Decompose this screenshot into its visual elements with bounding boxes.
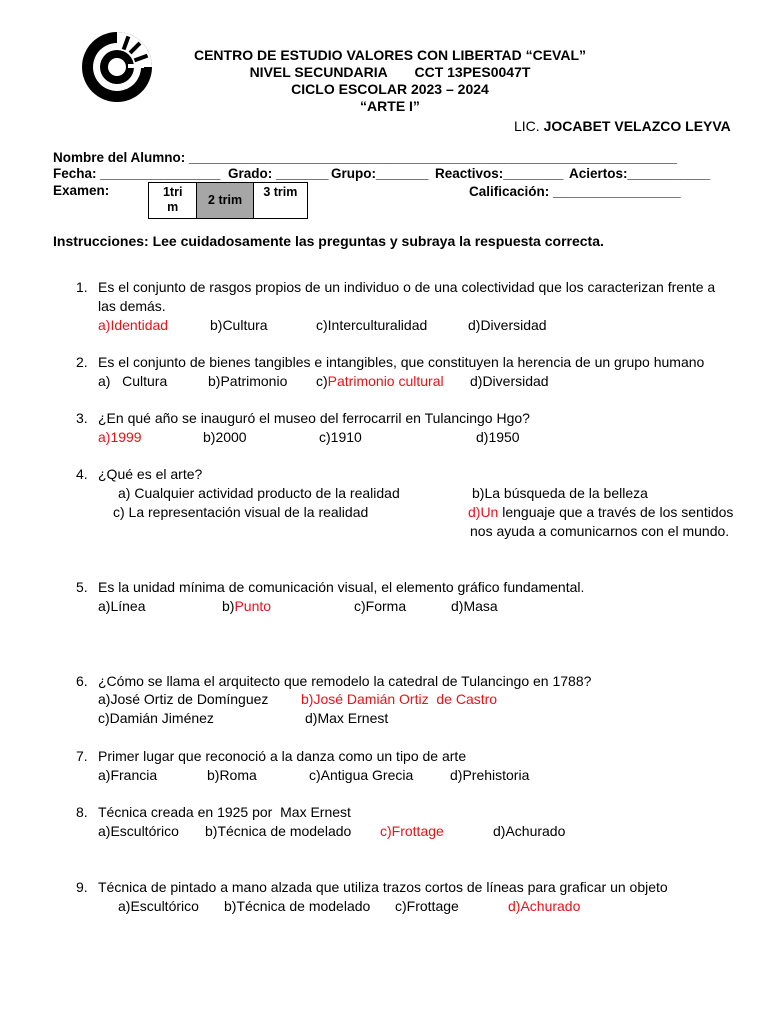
question-9-option-d[interactable]: d)Achurado xyxy=(508,898,581,914)
question-9-option-a[interactable]: a)Escultórico xyxy=(118,898,199,914)
question-1-text: Es el conjunto de rasgos propios de un individuo o de una colectividad que los caracterizan frente a xyxy=(98,279,716,295)
question-2-option-d[interactable]: d)Diversidad xyxy=(470,373,549,389)
question-3-option-c[interactable]: c)1910 xyxy=(319,429,362,445)
question-1-option-a[interactable]: a)Identidad xyxy=(98,317,169,333)
exam-label: Examen: xyxy=(53,183,110,198)
question-9-text: Técnica de pintado a mano alzada que utiliza trazos cortos de líneas para graficar un objeto xyxy=(98,879,668,895)
question-3-text: ¿En qué año se inauguró el museo del ferrocarril en Tulancingo Hgo? xyxy=(98,410,530,426)
student-name-field[interactable]: Nombre del Alumno: _________________________________________________________________ xyxy=(53,150,678,165)
question-6-number: 6. xyxy=(76,673,88,689)
question-5-option-c[interactable]: c)Forma xyxy=(354,598,407,614)
date-field[interactable]: Fecha: ________________ xyxy=(53,166,221,181)
question-5-text: Es la unidad mínima de comunicación visual, el elemento gráfico fundamental. xyxy=(98,579,585,595)
question-8-text: Técnica creada en 1925 por Max Ernest xyxy=(98,804,351,820)
question-4-number: 4. xyxy=(76,466,88,482)
question-4-option-d-cont: nos ayuda a comunicarnos con el mundo. xyxy=(470,523,730,539)
question-6-option-c[interactable]: c)Damián Jiménez xyxy=(98,710,214,726)
question-3-option-b[interactable]: b)2000 xyxy=(203,429,247,445)
question-3-number: 3. xyxy=(76,410,88,426)
question-5-option-a[interactable]: a)Línea xyxy=(98,598,146,614)
question-2-number: 2. xyxy=(76,354,88,370)
question-4-text: ¿Qué es el arte? xyxy=(98,466,203,482)
trimester-selector xyxy=(148,182,308,219)
question-1-option-c[interactable]: c)Interculturalidad xyxy=(316,317,428,333)
question-4-option-d[interactable]: d)Un lenguaje que a través de los sentidos xyxy=(468,504,734,520)
school-cycle: CICLO ESCOLAR 2023 – 2024 xyxy=(291,81,489,97)
question-8-option-c[interactable]: c)Frottage xyxy=(380,823,444,839)
teacher-line xyxy=(514,118,731,134)
grade-score-field[interactable]: Calificación: _________________ xyxy=(469,184,681,199)
question-7-number: 7. xyxy=(76,748,88,764)
teacher-prefix: LIC. xyxy=(514,118,540,134)
question-4-option-b[interactable]: b)La búsqueda de la belleza xyxy=(472,485,648,501)
trimester-1-option[interactable]: 1tri m xyxy=(149,183,197,218)
question-5-option-d[interactable]: d)Masa xyxy=(451,598,498,614)
group-field[interactable]: Grupo:_______ xyxy=(331,166,429,181)
question-6-option-a[interactable]: a)José Ortiz de Domínguez xyxy=(98,691,269,707)
question-3-option-a[interactable]: a)1999 xyxy=(98,429,142,445)
question-1-option-b[interactable]: b)Cultura xyxy=(210,317,268,333)
instructions: Instrucciones: Lee cuidadosamente las preguntas y subraya la respuesta correcta. xyxy=(53,233,604,249)
question-2-option-b[interactable]: b)Patrimonio xyxy=(208,373,288,389)
trimester-2-option[interactable]: 2 trim xyxy=(197,183,253,218)
school-level: NIVEL SECUNDARIA CCT 13PES0047T xyxy=(249,64,531,80)
correct-field[interactable]: Aciertos:___________ xyxy=(569,166,711,181)
question-6-text: ¿Cómo se llama el arquitecto que remodelo la catedral de Tulancingo en 1788? xyxy=(98,673,592,689)
question-4-option-a[interactable]: a) Cualquier actividad producto de la realidad xyxy=(118,485,400,501)
question-6-option-b[interactable]: b)José Damián Ortiz de Castro xyxy=(301,691,498,707)
question-2-option-c[interactable]: c)Patrimonio cultural xyxy=(316,373,444,389)
trimester-3-option[interactable]: 3 trim xyxy=(263,185,298,199)
question-5-option-b[interactable]: b)Punto xyxy=(222,598,272,614)
question-1-number: 1. xyxy=(76,279,88,295)
question-7-option-a[interactable]: a)Francia xyxy=(98,767,158,783)
question-7-option-b[interactable]: b)Roma xyxy=(207,767,257,783)
question-6-option-d[interactable]: d)Max Ernest xyxy=(305,710,389,726)
question-9-option-b[interactable]: b)Técnica de modelado xyxy=(224,898,371,914)
question-5-number: 5. xyxy=(76,579,88,595)
question-8-option-d[interactable]: d)Achurado xyxy=(493,823,566,839)
school-name: CENTRO DE ESTUDIO VALORES CON LIBERTAD “CEVAL” xyxy=(193,47,586,63)
question-9-number: 9. xyxy=(76,879,88,895)
grade-field[interactable]: Grado: _______ xyxy=(228,166,329,181)
ceval-logo-icon xyxy=(80,30,154,104)
question-8-option-a[interactable]: a)Escultórico xyxy=(98,823,179,839)
question-7-option-c[interactable]: c)Antigua Grecia xyxy=(309,767,414,783)
question-2-text: Es el conjunto de bienes tangibles e intangibles, que constituyen la herencia de un grupo humano xyxy=(98,354,705,370)
items-field[interactable]: Reactivos:________ xyxy=(435,166,564,181)
question-2-option-a[interactable]: a) Cultura xyxy=(98,373,168,389)
question-3-option-d[interactable]: d)1950 xyxy=(476,429,520,445)
question-7-option-d[interactable]: d)Prehistoria xyxy=(450,767,530,783)
question-7-text: Primer lugar que reconoció a la danza como un tipo de arte xyxy=(98,748,467,764)
question-9-option-c[interactable]: c)Frottage xyxy=(395,898,459,914)
question-8-number: 8. xyxy=(76,804,88,820)
subject-title: “ARTE I” xyxy=(360,98,420,114)
question-8-option-b[interactable]: b)Técnica de modelado xyxy=(205,823,352,839)
teacher-name: JOCABET VELAZCO LEYVA xyxy=(543,118,731,134)
question-1-option-d[interactable]: d)Diversidad xyxy=(468,317,547,333)
question-4-option-c[interactable]: c) La representación visual de la realidad xyxy=(113,504,369,520)
question-1-text-cont: las demás. xyxy=(98,298,166,314)
